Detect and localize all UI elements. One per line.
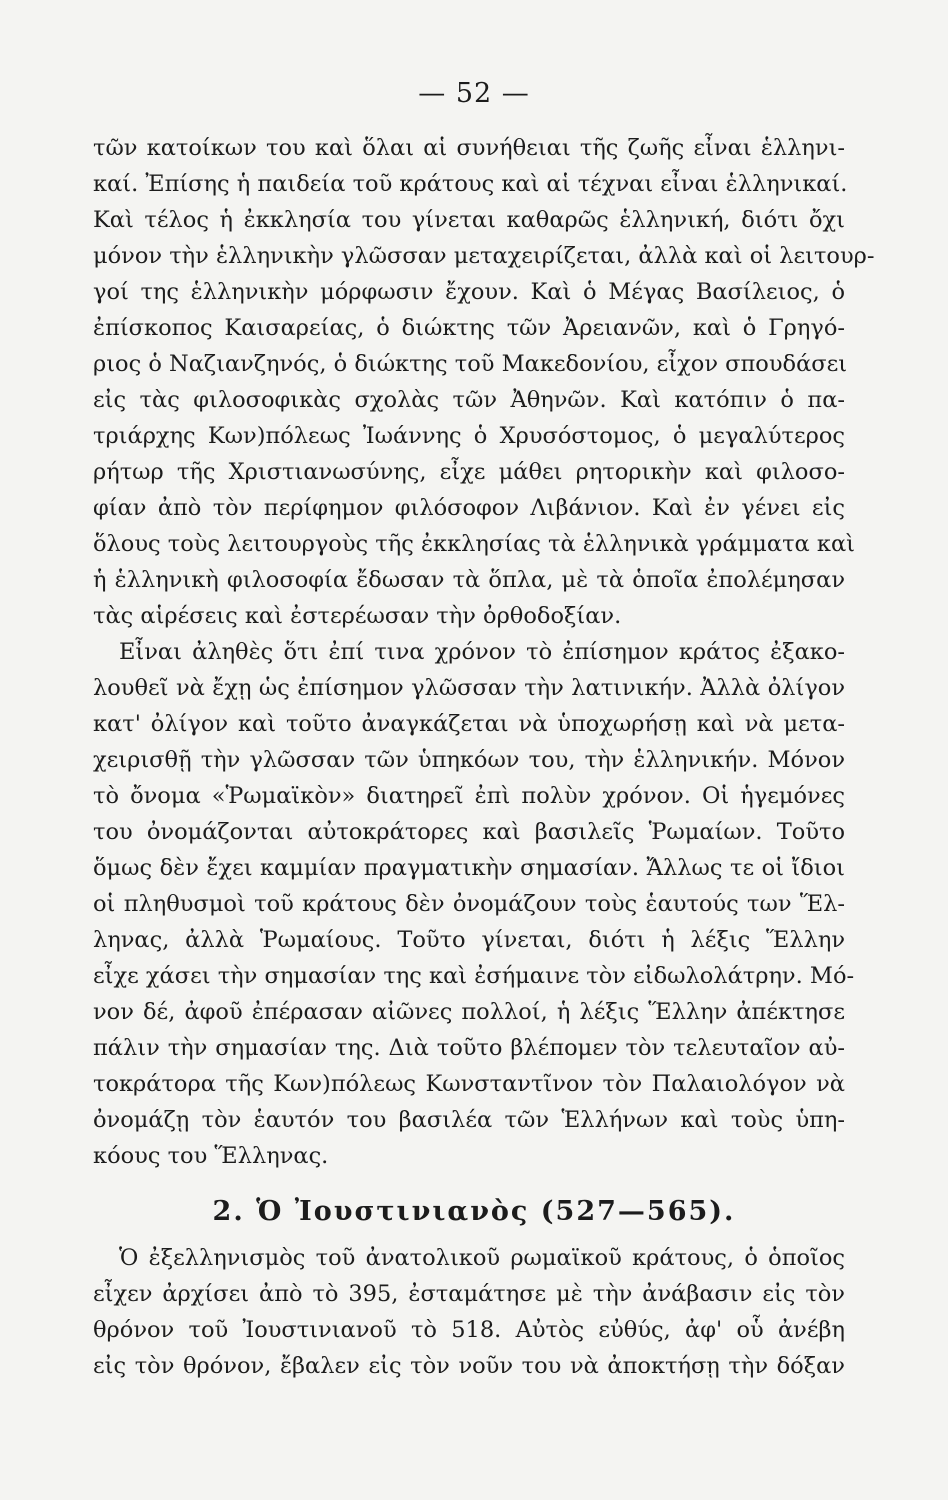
text-line: τριάρχης Κων)πόλεως Ἰωάννης ὁ Χρυσόστομος, ὁ μεγαλύτερος — [93, 423, 845, 449]
text-line: λουθεῖ νὰ ἔχῃ ὡς ἐπίσημον γλῶσσαν τὴν λατινικήν. Ἀλλὰ ὀλίγον — [93, 675, 845, 701]
text-line: κατ' ὀλίγον καὶ τοῦτο ἀναγκάζεται νὰ ὑποχωρήσῃ καὶ νὰ μετα- — [93, 711, 845, 737]
text-line: ὅλους τοὺς λειτουργοὺς τῆς ἐκκλησίας τὰ ἑλληνικὰ γράμματα καὶ — [93, 531, 855, 557]
text-line: Ὁ ἐξελληνισμὸς τοῦ ἀνατολικοῦ ρωμαϊκοῦ κράτους, ὁ ὁποῖος — [119, 1245, 845, 1271]
text-line: ριος ὁ Ναζιανζηνός, ὁ διώκτης τοῦ Μακεδονίου, εἶχον σπουδάσει — [93, 351, 848, 377]
text-line: του ὀνομάζονται αὐτοκράτορες καὶ βασιλεῖς Ῥωμαίων. Τοῦτο — [93, 819, 845, 845]
text-line: ρήτωρ τῆς Χριστιανωσύνης, εἶχε μάθει ρητορικὴν καὶ φιλοσο- — [93, 459, 845, 485]
text-line: φίαν ἀπὸ τὸν περίφημον φιλόσοφον Λιβάνιον. Καὶ ἐν γένει εἰς — [93, 495, 845, 521]
text-line: νον δέ, ἀφοῦ ἐπέρασαν αἰῶνες πολλοί, ἡ λέξις Ἕλλην ἀπέκτησε — [93, 999, 845, 1025]
section-heading: 2. Ὁ Ἰουστινιανὸς (527—565). — [212, 1196, 736, 1227]
text-line: Εἶναι ἀληθὲς ὅτι ἐπί τινα χρόνον τὸ ἐπίσημον κράτος ἐξακο- — [119, 639, 845, 665]
text-line: ληνας, ἀλλὰ Ῥωμαίους. Τοῦτο γίνεται, διότι ἡ λέξις Ἕλλην — [93, 927, 845, 953]
text-line: καί. Ἐπίσης ἡ παιδεία τοῦ κράτους καὶ αἱ τέχναι εἶναι ἑλληνικαί. — [93, 171, 848, 197]
body-text-lower — [93, 1240, 845, 1384]
text-line: ἡ ἑλληνικὴ φιλοσοφία ἔδωσαν τὰ ὅπλα, μὲ τὰ ὁποῖα ἐπολέμησαν — [93, 567, 845, 593]
text-line: κόους του Ἕλληνας. — [93, 1143, 329, 1169]
text-line: εἰς τὰς φιλοσοφικὰς σχολὰς τῶν Ἀθηνῶν. Καὶ κατόπιν ὁ πα- — [93, 387, 845, 413]
page-number: — 52 — — [418, 78, 530, 109]
text-line: Καὶ τέλος ἡ ἐκκλησία του γίνεται καθαρῶς ἑλληνική, διότι ὄχι — [93, 207, 845, 233]
text-line: οἱ πληθυσμοὶ τοῦ κράτους δὲν ὀνομάζουν τοὺς ἑαυτούς των Ἕλ- — [93, 891, 845, 917]
text-line: εἶχε χάσει τὴν σημασίαν της καὶ ἐσήμαινε τὸν εἰδωλολάτρην. Μό- — [93, 963, 855, 989]
text-line: ἐπίσκοπος Καισαρείας, ὁ διώκτης τῶν Ἀρειανῶν, καὶ ὁ Γρηγό- — [93, 315, 845, 341]
body-text-upper — [93, 130, 875, 1174]
text-line: τὸ ὄνομα «Ῥωμαϊκὸν» διατηρεῖ ἐπὶ πολὺν χρόνον. Οἱ ἡγεμόνες — [93, 783, 845, 809]
text-line: ὀνομάζῃ τὸν ἑαυτόν του βασιλέα τῶν Ἑλλήνων καὶ τοὺς ὑπη- — [93, 1107, 845, 1133]
text-line: γοί της ἑλληνικὴν μόρφωσιν ἔχουν. Καὶ ὁ Μέγας Βασίλειος, ὁ — [93, 279, 845, 305]
text-line: τὰς αἱρέσεις καὶ ἐστερέωσαν τὴν ὀρθοδοξίαν. — [93, 603, 622, 629]
text-line: θρόνον τοῦ Ἰουστινιανοῦ τὸ 518. Αὐτὸς εὐθύς, ἀφ' οὗ ἀνέβη — [93, 1317, 845, 1343]
text-line: χειρισθῇ τὴν γλῶσσαν τῶν ὑπηκόων του, τὴν ἑλληνικήν. Μόνον — [93, 747, 845, 773]
text-line: πάλιν τὴν σημασίαν της. Διὰ τοῦτο βλέπομεν τὸν τελευταῖον αὐ- — [93, 1035, 845, 1061]
text-line: εἶχεν ἀρχίσει ἀπὸ τὸ 395, ἐσταμάτησε μὲ τὴν ἀνάβασιν εἰς τὸν — [93, 1281, 845, 1307]
text-line: τοκράτορα τῆς Κων)πόλεως Κωνσταντῖνον τὸν Παλαιολόγον νὰ — [93, 1071, 845, 1097]
text-line: εἰς τὸν θρόνον, ἔβαλεν εἰς τὸν νοῦν του νὰ ἀποκτήσῃ τὴν δόξαν — [93, 1353, 845, 1379]
text-line: ὅμως δὲν ἔχει καμμίαν πραγματικὴν σημασίαν. Ἄλλως τε οἱ ἴδιοι — [93, 855, 845, 881]
text-line: τῶν κατοίκων του καὶ ὅλαι αἱ συνήθειαι τῆς ζωῆς εἶναι ἑλληνι- — [93, 135, 845, 161]
text-line: μόνον τὴν ἑλληνικὴν γλῶσσαν μεταχειρίζεται, ἀλλὰ καὶ οἱ λειτουρ- — [93, 243, 875, 269]
